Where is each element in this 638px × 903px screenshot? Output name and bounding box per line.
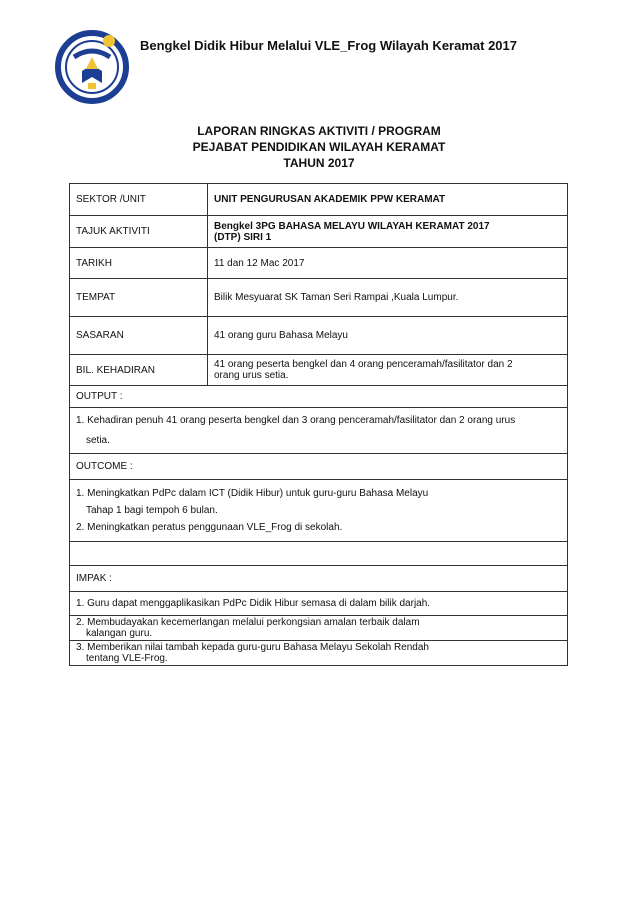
row-sasaran: [70, 317, 568, 355]
output-heading: OUTPUT :: [70, 386, 568, 408]
label-tempat: TEMPAT: [70, 279, 208, 317]
row-kehadiran: [70, 355, 568, 386]
row-impak-item3: [70, 641, 568, 666]
value-tajuk-line2: (DTP) SIRI 1: [214, 231, 272, 243]
row-tajuk: [70, 216, 568, 248]
row-tempat: [70, 279, 568, 317]
label-sektor: SEKTOR /UNIT: [70, 184, 208, 216]
output-line1: 1. Kehadiran penuh 41 orang peserta bengkel dan 3 orang penceramah/fasilitator dan 2 orang urus: [76, 414, 516, 426]
report-title-line3: TAHUN 2017: [283, 156, 355, 170]
impak-item3a: 3. Memberikan nilai tambah kepada guru-guru Bahasa Melayu Sekolah Rendah: [76, 642, 429, 653]
empty-cell: [70, 542, 568, 566]
output-line2: setia.: [86, 434, 110, 446]
value-tajuk: [208, 216, 568, 248]
outcome-item1a: 1. Meningkatkan PdPc dalam ICT (Didik Hibur) untuk guru-guru Bahasa Melayu: [76, 488, 429, 499]
impak-item3: [70, 641, 568, 666]
impak-heading: IMPAK :: [70, 566, 568, 592]
output-body: [70, 408, 568, 454]
outcome-body: [70, 480, 568, 542]
report-title-line1: LAPORAN RINGKAS AKTIVITI / PROGRAM: [197, 124, 441, 138]
row-output-heading: [70, 386, 568, 408]
impak-item2: [70, 616, 568, 641]
label-tajuk: TAJUK AKTIVITI: [70, 216, 208, 248]
row-outcome-heading: [70, 454, 568, 480]
impak-item2a: 2. Membudayakan kecemerlangan melalui perkongsian amalan terbaik dalam: [76, 617, 420, 628]
page-header-title: Bengkel Didik Hibur Melalui VLE_Frog Wilayah Keramat 2017: [140, 38, 517, 53]
outcome-heading: OUTCOME :: [70, 454, 568, 480]
outcome-item2: 2. Meningkatkan peratus penggunaan VLE_Frog di sekolah.: [76, 522, 343, 533]
row-impak-heading: [70, 566, 568, 592]
row-output-body: [70, 408, 568, 454]
value-sasaran: 41 orang guru Bahasa Melayu: [208, 317, 568, 355]
report-title-line2: PEJABAT PENDIDIKAN WILAYAH KERAMAT: [192, 140, 446, 154]
value-kehadiran: [208, 355, 568, 386]
value-kehadiran-line1: 41 orang peserta bengkel dan 4 orang penceramah/fasilitator dan 2: [214, 359, 513, 370]
label-sasaran: SASARAN: [70, 317, 208, 355]
value-tempat: Bilik Mesyuarat SK Taman Seri Rampai ,Kuala Lumpur.: [208, 279, 568, 317]
value-sektor: UNIT PENGURUSAN AKADEMIK PPW KERAMAT: [208, 184, 568, 216]
row-impak-item2: [70, 616, 568, 641]
label-kehadiran: BIL. KEHADIRAN: [70, 355, 208, 386]
report-table: [69, 183, 568, 666]
row-sektor: [70, 184, 568, 216]
row-tarikh: [70, 248, 568, 279]
impak-item1: 1. Guru dapat menggaplikasikan PdPc Didik Hibur semasa di dalam bilik darjah.: [70, 592, 568, 616]
impak-item3b: tentang VLE-Frog.: [86, 653, 168, 664]
value-tarikh: 11 dan 12 Mac 2017: [208, 248, 568, 279]
impak-item2b: kalangan guru.: [86, 628, 153, 639]
row-empty: [70, 542, 568, 566]
value-kehadiran-line2: orang urus setia.: [214, 370, 289, 381]
outcome-item1b: Tahap 1 bagi tempoh 6 bulan.: [86, 505, 218, 516]
report-title: [0, 123, 638, 171]
row-impak-item1: [70, 592, 568, 616]
label-tarikh: TARIKH: [70, 248, 208, 279]
value-tajuk-line1: Bengkel 3PG BAHASA MELAYU WILAYAH KERAMAT 2017: [214, 220, 490, 232]
row-outcome-body: [70, 480, 568, 542]
ppd-logo-icon: [52, 27, 132, 107]
